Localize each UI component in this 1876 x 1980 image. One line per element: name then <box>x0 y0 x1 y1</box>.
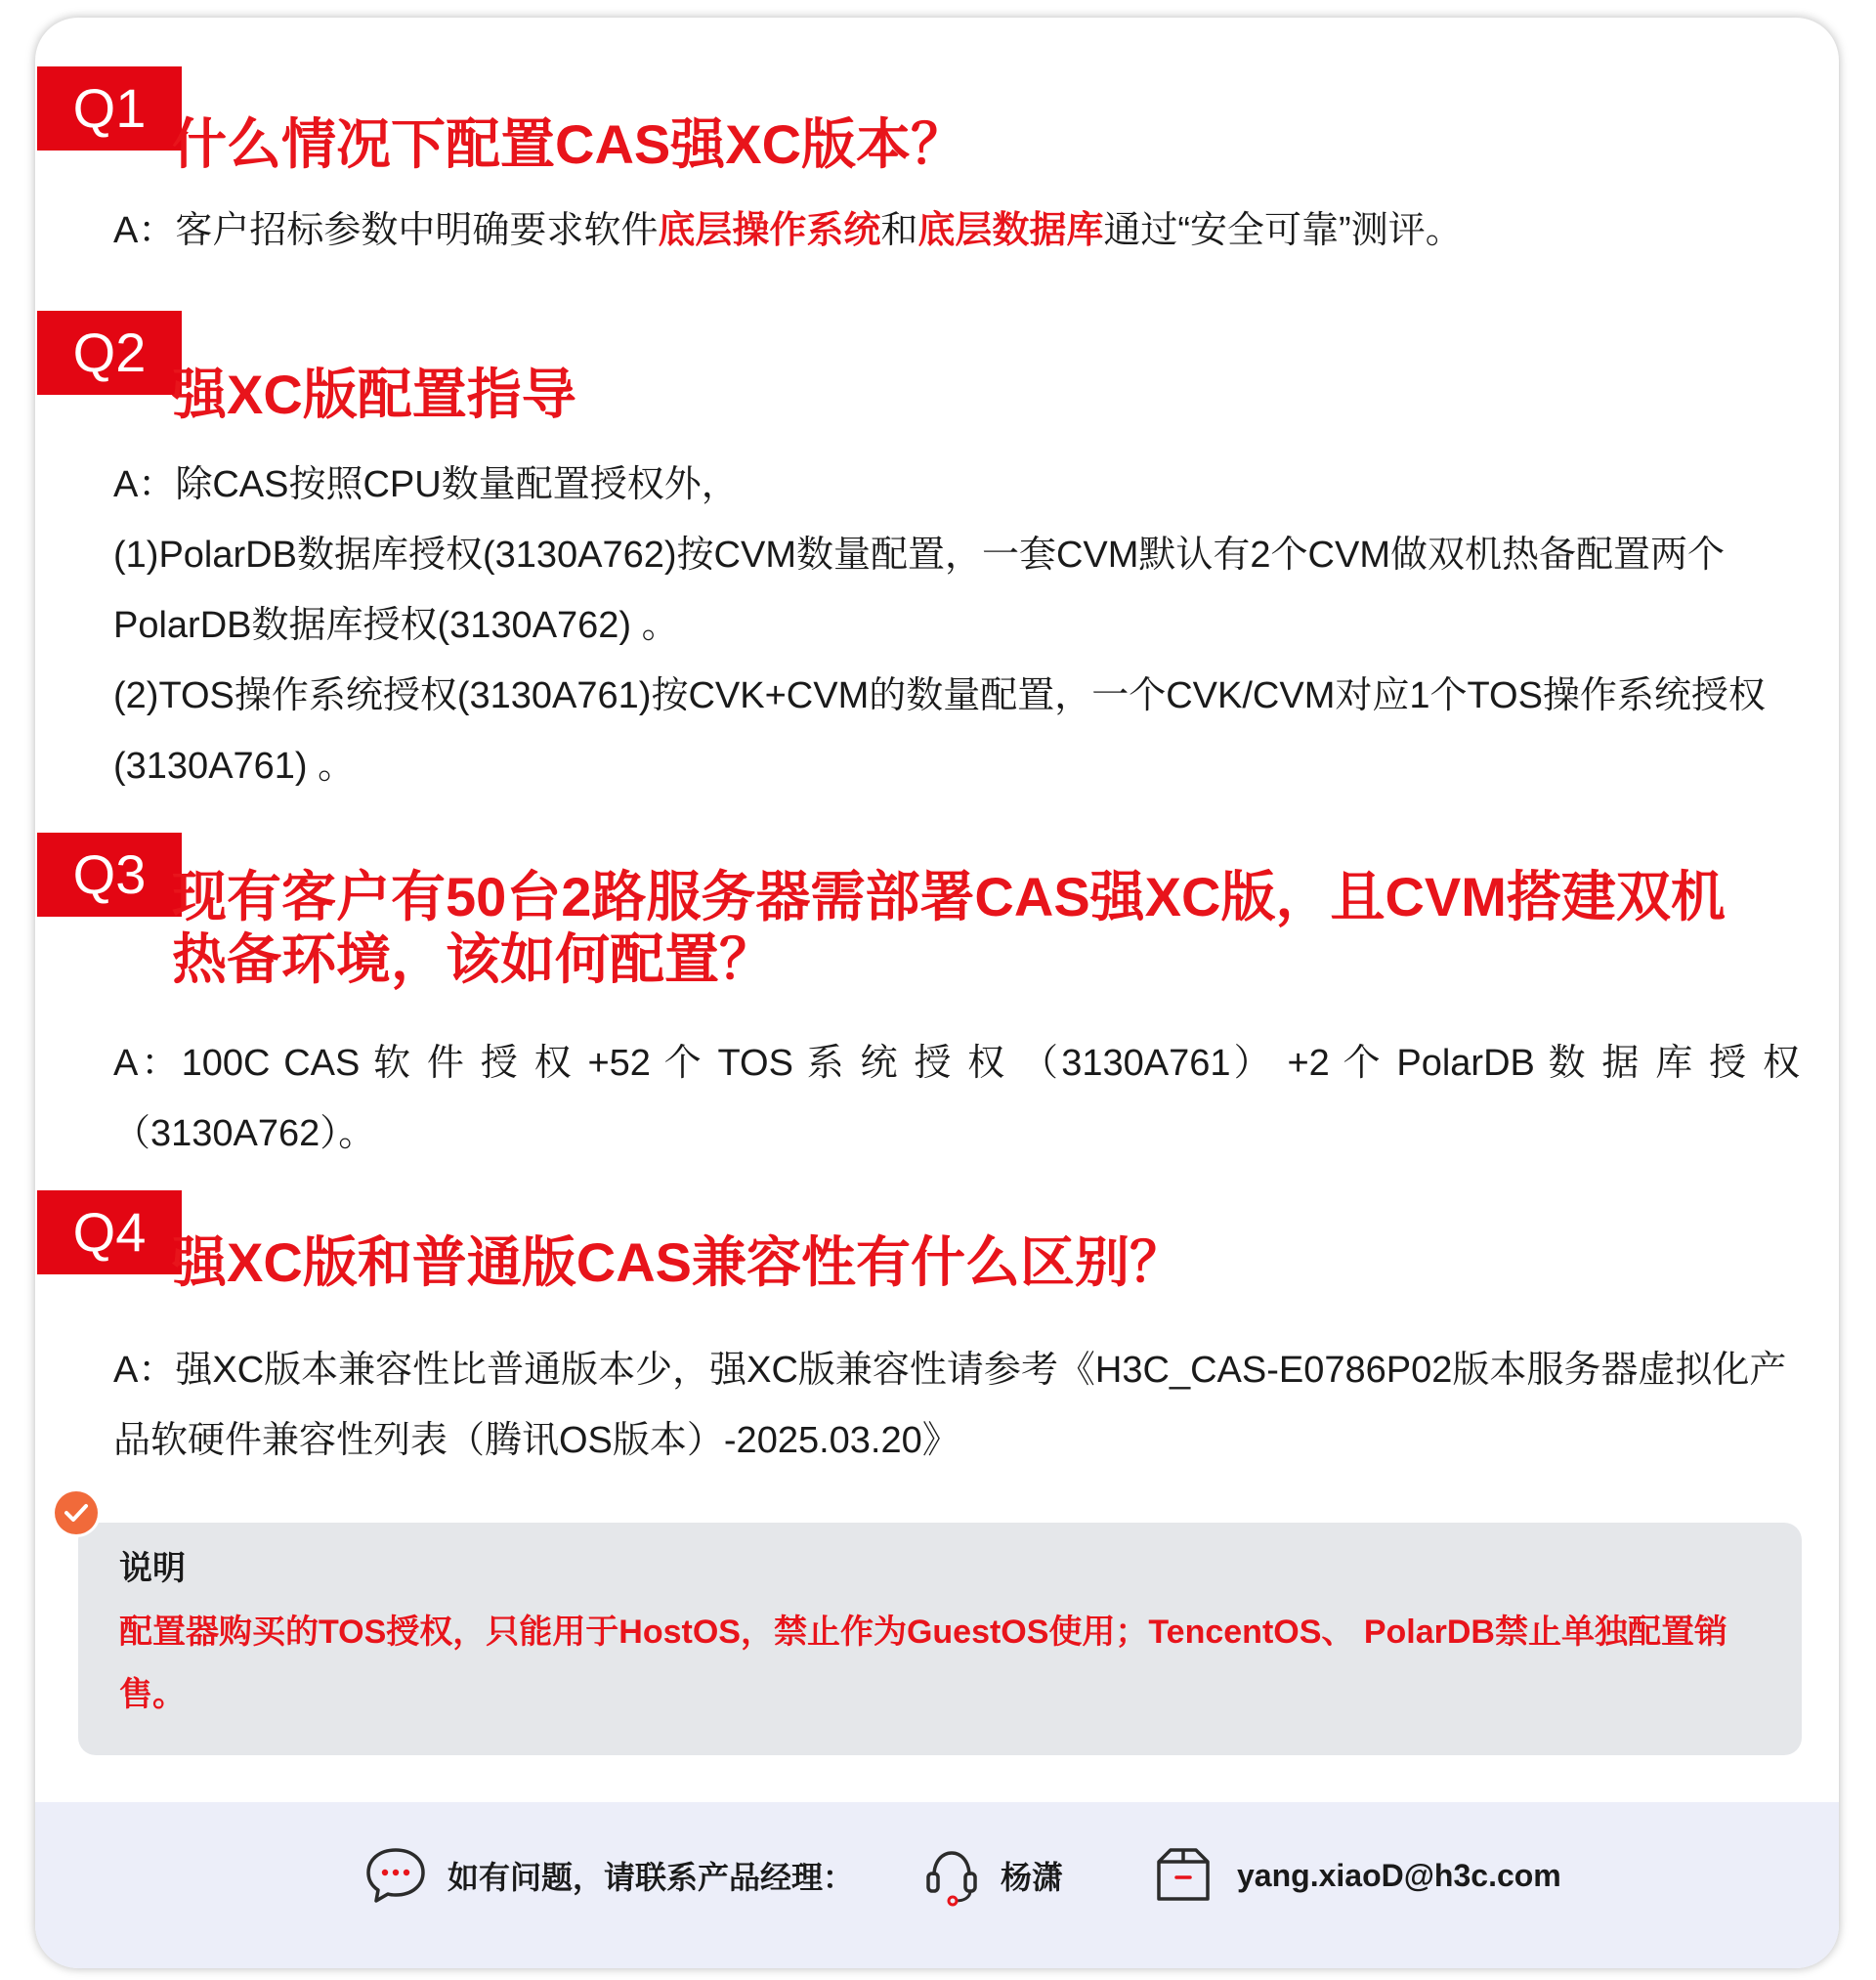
q2-answer <box>113 450 1800 801</box>
product-manager-name: 杨潇 <box>1001 1860 1064 1895</box>
q1-answer-suffix: 通过“安全可靠”测评。 <box>1103 210 1463 251</box>
q3-answer-line: A：100C CAS 软 件 授 权 +52 个 TOS 系 统 授 权 （3130A761） +2 个 PolarDB 数 据 库 授 权 <box>113 1043 1800 1084</box>
headset-icon <box>922 1844 981 1907</box>
note-title: 说明 <box>119 1550 186 1587</box>
q2-answer-line: (2)TOS操作系统授权(3130A761)按CVK+CVM的数量配置，一个CVK/CVM对应1个TOS操作系统授权(3130A761) 。 <box>113 675 1766 787</box>
q3-title-line: 现有客户有50台2路服务器需部署CAS强XC版，且CVM搭建双机 <box>172 866 1726 927</box>
q1-answer-highlight-db: 底层数据库 <box>917 210 1104 251</box>
q1-answer-prefix: A：客户招标参数中明确要求软件 <box>113 210 659 251</box>
note-box <box>78 1523 1802 1755</box>
q4-answer-text: A：强XC版本兼容性比普通版本少，强XC版兼容性请参考《H3C_CAS-E0786P02版本服务器虚拟化产品软硬件兼容性列表（腾讯OS版本）-2025.03.20》 <box>113 1350 1787 1461</box>
q4-answer <box>113 1335 1800 1476</box>
contact-label: 如有问题，请联系产品经理： <box>448 1860 855 1895</box>
q1-answer-mid: 和 <box>880 210 918 251</box>
footer-contact-label-group <box>363 1841 854 1910</box>
q4-title: 强XC版和普通版CAS兼容性有什么区别？ <box>172 1231 1185 1293</box>
contact-email[interactable]: yang.xiaoD@h3c.com <box>1237 1857 1561 1893</box>
q2-title: 强XC版配置指导 <box>172 364 576 425</box>
q3-answer <box>113 1028 1800 1169</box>
footer-contact-bar <box>35 1802 1839 1968</box>
q1-answer-highlight-os: 底层操作系统 <box>658 210 881 251</box>
q2-answer-line: A：除CAS按照CPU数量配置授权外， <box>113 464 739 505</box>
q2-badge: Q2 <box>37 311 182 395</box>
footer-name-group <box>922 1841 1063 1910</box>
q1-answer <box>113 195 1800 266</box>
footer-email-group <box>1149 1841 1561 1910</box>
q1-badge: Q1 <box>37 66 182 151</box>
q4-badge: Q4 <box>37 1190 182 1274</box>
q2-answer-line: (1)PolarDB数据库授权(3130A762)按CVM数量配置，一套CVM默认有2个CVM做双机热备配置两个PolarDB数据库授权(3130A762) 。 <box>113 535 1725 646</box>
q3-title-line: 热备环境，该如何配置？ <box>172 928 774 990</box>
q3-title <box>172 866 1800 991</box>
check-icon <box>55 1491 98 1534</box>
q3-badge: Q3 <box>37 833 182 917</box>
q1-title: 什么情况下配置CAS强XC版本？ <box>172 113 966 175</box>
q3-answer-line: （3130A762）。 <box>113 1113 376 1154</box>
package-box-icon <box>1149 1844 1217 1907</box>
faq-card <box>35 18 1839 1968</box>
chat-bubble-icon <box>363 1844 428 1907</box>
note-text: 配置器购买的TOS授权，只能用于HostOS，禁止作为GuestOS使用；TencentOS、 PolarDB禁止单独配置销售。 <box>119 1614 1727 1713</box>
